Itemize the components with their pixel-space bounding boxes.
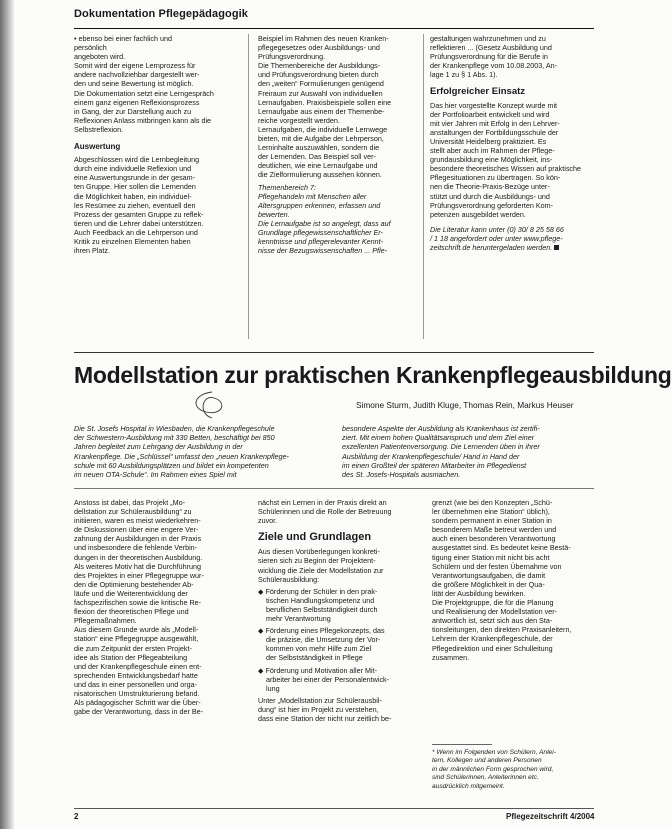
footnote-rule	[432, 744, 492, 745]
bottom-col2-heading: Ziele und Grundlagen	[258, 531, 372, 544]
section-header: Dokumentation Pflegepädagogik	[74, 8, 594, 29]
page-number: 2	[74, 812, 79, 821]
goal-text: Förderung und Motivation aller Mit- arbeiter bei einer der Personalentwick- lung	[265, 665, 390, 693]
top-col2-paragraph-2: Themenbereich 7: Pflegehandeln mit Menschen aller Altersgruppen erkennen, erfassen und bewerten. Die Lernaufgabe ist so angelegt, dass auf Grundlage pflegewissenschaftlicher Er- kenntnisse und pflegerelevanter Kennt- nisse der Bezugswissenschaften ... Pfle-	[258, 182, 391, 256]
article-lead-right: besondere Aspekte der Ausbildung als Krankenhaus ist zertifi- ziert. Mit einem hohen Qualitätsanspruch und dem Ziel einer exzellenten Patientenversorgung. Die Lernenden üben in ihrer Ausbildung der Krankenpflegeschule/ Hand in Hand der im einen Großteil der späteren Mitarbeiter im Pflegedienst des St. Josefs-Hospitals ausmachen.	[342, 424, 540, 480]
column-divider	[248, 34, 249, 339]
footer-rule	[74, 808, 594, 809]
footnote: * Wenn im Folgenden von Schülern, Anlei- tern, Kollegen und anderen Personen in der männlichen Form gesprochen wird, sind Schülerinnen, Anleiterinnen etc. ausdrücklich mitgemeint.	[432, 749, 556, 790]
bottom-column-3	[432, 498, 594, 665]
magazine-page	[14, 0, 672, 829]
bottom-col2-paragraph-2: Aus diesen Vorüberlegungen konkreti- sieren sich zu Beginn der Projektent- wicklung die Ziele der Modellstation zur Schülerausbildung:	[258, 547, 384, 584]
bullet-icon: ◆	[258, 626, 266, 636]
top-column-2	[258, 34, 418, 258]
bottom-column-1	[74, 498, 240, 719]
goal-text: Förderung der Schüler in den prak- tischen Handlungskompetenz und beruflichen Selbstständigkeit durch mehr Verantwortung	[265, 586, 378, 624]
goal-list-item	[258, 587, 418, 623]
bottom-column-2	[258, 498, 418, 726]
top-col1-heading: Auswertung	[74, 142, 121, 152]
bottom-col2-paragraph-1: nächst ein Lernen in der Praxis direkt an Schülerinnen und die Rolle der Betreuung zuvor.	[258, 498, 392, 526]
article-authors: Simone Sturm, Judith Kluge, Thomas Rein, Markus Heuser	[356, 400, 574, 410]
bullet-icon: ◆	[258, 586, 266, 596]
lead-separator	[74, 488, 594, 489]
top-col1-text: • ebenso bei einer fachlich und persönlich angeboten wird. Somit wird der eigene Lernprozess für andere nachvollziehbar dargestellt wer- den und seine Bewertung ist möglich. Die Dokumentation setzt eine Lerngespräch einem ganz eigenen Reflexionsprozess in Gang, der zur Darstellung auch zu Reflexionen Anlass mitbringen kann als die Selbstreflexion.	[74, 34, 214, 134]
page-fold-shadow	[0, 0, 14, 829]
goal-text: Förderung eines Pflegekonzepts, das die präzise, die Umsetzung der Vor- kommen von mehr Hilfe zum Ziel der Selbstständigkeit in Pflege	[265, 626, 385, 663]
bottom-col3-paragraph: grenzt (wie bei den Konzepten „Schü- ler übernehmen eine Station“ üblich), sondern permanent in einer Station in besonderem Maße betreut werden und auch einen besonderen Verantwortung ausgestattet sind. Es bedeutet keine Bestä- tigung einer Station mit nicht bis acht Schülern und der festen Übernahme von Verantwortungsaufgaben, die damit die größere Möglichkeit in der Qua- lität der Ausbildung bewirken. Die Projektgruppe, die für die Planung und Realisierung der Modellstation ver- antwortlich ist, setzt sich aus den Sta- tionsleitungen, den direkten Praxisanleitern, Lehrern der Krankenpflegeschule, der Pflegedirektion und einer Schulleitung zusammen.	[432, 498, 572, 662]
top-col3-heading: Erfolgreicher Einsatz	[430, 86, 526, 98]
bottom-col1-paragraph: Anstoss ist dabei, das Projekt „Mo- dellstation zur Schülerausbildung“ zu initiieren, waren es meist wiederkehren- de Diskussionen über eine engere Ver- zahnung der Ausbildungen in der Praxis und insbesondere die fehlende Verbin- dungen in der theoretischen Ausbildung. Als weiteres Motiv hat die Durchführung des Projektes in einer Pflegegruppe wur- den die Optimierung bestehender Ab- läufe und die Weiterentwicklung der fachspezifischen sowie die kritische Re- flexion der theoretischen Pflege und Pflegemaßnahmen. Aus diesem Grunde wurde als „Modell- station“ eine Pflegegruppe ausgewählt, die zum Zeitpunkt der ersten Projekt- idee als Station der Pflegeabteilung und der Krankenpflegeschule einen ent- sprechenden Entwicklungsbedarf hatte und das in einer personellen und orga- nisatorischen Umstrukturierung befand. Als pädagogischer Schritt war die Über- gabe der Verantwortung, dass in der Be-	[74, 498, 204, 717]
goals-list	[258, 587, 418, 693]
article-lead-left: Die St. Josefs Hospital in Wiesbaden, die Krankenpflegeschule der Schwestern-Ausbildung mit 330 Betten, beschäftigt bei 850 Jahren begleitet zum Lehrgang der Ausbildung in der Krankenpflege. Die „Schlüssel“ umfasst den „neuen Krankenpflege- schule mit 60 Ausbildungsplätzen und bildet ein kompetenten im neuen OTA-Schule“. Im Rahmen eines Spiel mit	[74, 424, 289, 480]
end-mark-icon	[554, 245, 559, 250]
top-col3-paragraph-2: Das hier vorgestellte Konzept wurde mit der Portfolioarbeit entwickelt und wird mit vier Jahren mit Erfolg in den Lehrver- anstaltungen der Fortbildungsschule der Universität Heidelberg praktiziert. Es stellt aber auch im Rahmen der Pflege- grundausbildung eine Möglichkeit, ins- besondere theoretisches Wissen auf praktische Pflegesituationen zu übertragen. So kön- nen die Theorie-Praxis-Bezüge unter- stützt und durch die Ausbildungs- und Prüfungsverordnung geforderten Kom- petenzen ausgebildet werden.	[430, 100, 582, 219]
literature-note: Die Literatur kann unter (0) 30/ 8 25 58 66 / 1 18 angefordert oder unter www.pflege- zeitschrift.de heruntergeladen werden.	[430, 224, 564, 252]
article-separator	[74, 352, 594, 353]
article-title: Modellstation zur praktischen Krankenpflegeausbildung	[74, 362, 672, 388]
bottom-col2-paragraph-3: Unter „Modellstation zur Schülerausbil- dung“ ist hier im Projekt zu verstehen, dass eine Station der nicht nur zeitlich be-	[258, 695, 392, 723]
goal-list-item	[258, 666, 418, 693]
journal-issue: Pflegezeitschrift 4/2004	[506, 812, 595, 821]
top-col2-paragraph-1: Beispiel im Rahmen des neuen Kranken- pflegegesetzes oder Ausbildungs- und Prüfungsverordnung. Die Themenbereiche der Ausbildungs- und Prüfungsverordnung bieten durch den „weiten“ Formulierungen genügend Freiraum zur Auswahl von individuellen Lernaufgaben. Praxisbeispiele sollen eine Lernaufgabe aus einem der Themenbe- reiche vorgestellt werden. Lernaufgaben, die individuelle Lernwege bieten, mit die Aufgabe der Lehrperson, Lerninhalte auszuwählen, sondern die der Lernenden. Das Beispiel soll ver- deutlichen, wie eine Lernaufgabe und die Zielformulierung aussehen können.	[258, 34, 392, 180]
column-divider	[423, 34, 424, 339]
bullet-icon: ◆	[258, 665, 266, 675]
top-col3-paragraph-1: gestaltungen wahrzunehmen und zu reflektieren ... (Gesetz Ausbildung und Prüfungsverordnung für die Berufe in der Krankenpflege vom 10.08.2003, An- lage 1 zu § 1 Abs. 1).	[430, 34, 558, 80]
top-column-1	[74, 34, 239, 258]
top-col1-paragraph: Abgeschlossen wird die Lernbegleitung durch eine individuelle Reflexion und eine Auswertungsrunde in der gesam- ten Gruppe. Hier sollen die Lernenden die Möglichkeit haben, ein individuel- les Resümee zu ziehen, eventuell den Prozess der gesamten Gruppe zu reflek- tieren und die Lehrer dabei unterstützen. Auch Feedback an die Lehrperson und Kritik zu einzelnen Elementen haben ihren Platz.	[74, 155, 204, 256]
top-column-3	[430, 34, 594, 255]
handwritten-mark	[182, 384, 242, 424]
goal-list-item	[258, 626, 418, 662]
